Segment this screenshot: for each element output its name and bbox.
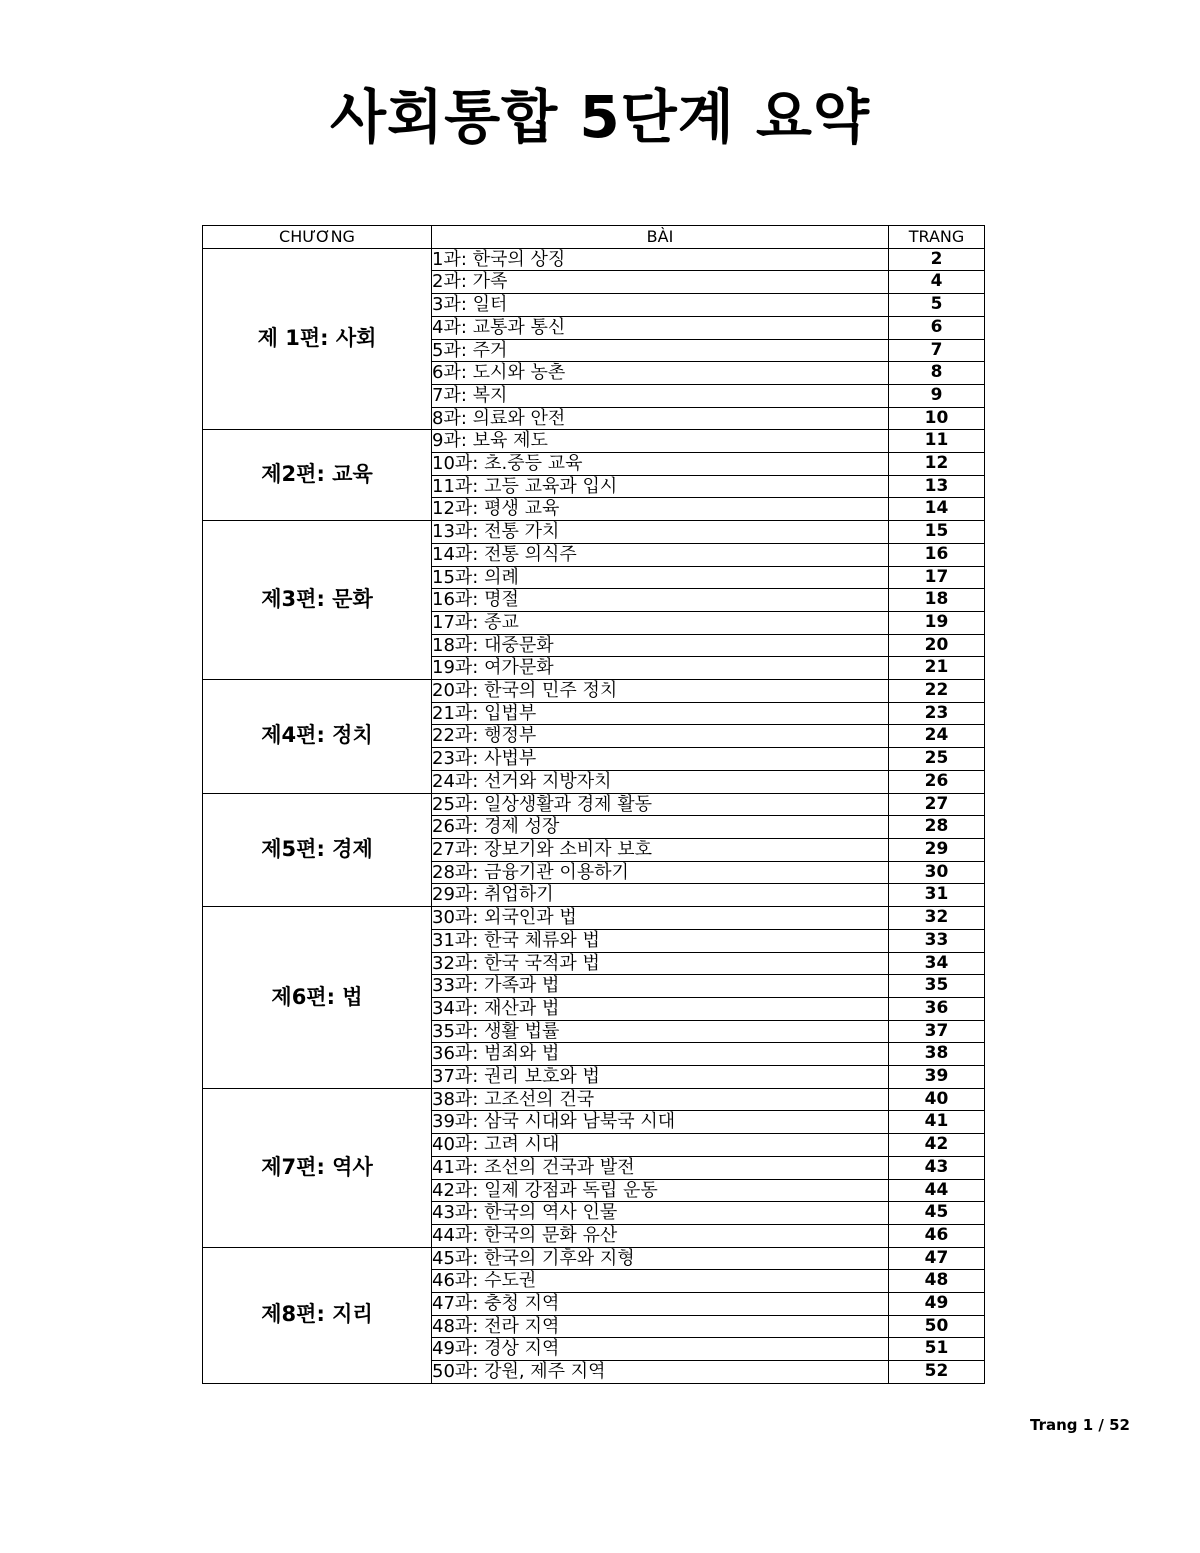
lesson-title: 9과: 보육 제도 <box>432 430 889 453</box>
lesson-title: 5과: 주거 <box>432 339 889 362</box>
lesson-title: 33과: 가족과 법 <box>432 975 889 998</box>
table-row <box>203 680 985 703</box>
lesson-title: 24과: 선거와 지방자치 <box>432 770 889 793</box>
lesson-title: 45과: 한국의 기후와 지형 <box>432 1247 889 1270</box>
lesson-page-number: 16 <box>889 543 985 566</box>
lesson-page-number: 33 <box>889 929 985 952</box>
lesson-page-number: 27 <box>889 793 985 816</box>
lesson-page-number: 18 <box>889 589 985 612</box>
lesson-page-number: 44 <box>889 1179 985 1202</box>
lesson-page-number: 8 <box>889 362 985 385</box>
lesson-page-number: 42 <box>889 1134 985 1157</box>
lesson-title: 18과: 대중문화 <box>432 634 889 657</box>
chapter-name: 제5편: 경제 <box>203 793 432 907</box>
lesson-title: 41과: 조선의 건국과 발전 <box>432 1156 889 1179</box>
lesson-title: 32과: 한국 국적과 법 <box>432 952 889 975</box>
lesson-page-number: 41 <box>889 1111 985 1134</box>
lesson-title: 8과: 의료와 안전 <box>432 407 889 430</box>
lesson-title: 12과: 평생 교육 <box>432 498 889 521</box>
lesson-title: 30과: 외국인과 법 <box>432 907 889 930</box>
lesson-title: 15과: 의례 <box>432 566 889 589</box>
lesson-page-number: 38 <box>889 1043 985 1066</box>
lesson-page-number: 43 <box>889 1156 985 1179</box>
lesson-page-number: 51 <box>889 1338 985 1361</box>
lesson-title: 50과: 강원, 제주 지역 <box>432 1361 889 1384</box>
lesson-title: 17과: 종교 <box>432 611 889 634</box>
table-body <box>203 248 985 1383</box>
lesson-page-number: 28 <box>889 816 985 839</box>
lesson-title: 16과: 명절 <box>432 589 889 612</box>
lesson-page-number: 32 <box>889 907 985 930</box>
lesson-page-number: 14 <box>889 498 985 521</box>
lesson-title: 13과: 전통 가치 <box>432 521 889 544</box>
lesson-page-number: 12 <box>889 453 985 476</box>
lesson-title: 48과: 전라 지역 <box>432 1315 889 1338</box>
lesson-page-number: 4 <box>889 271 985 294</box>
chapter-name: 제7편: 역사 <box>203 1088 432 1247</box>
lesson-page-number: 37 <box>889 1020 985 1043</box>
column-header-page: TRANG <box>889 226 985 249</box>
lesson-title: 42과: 일제 강점과 독립 운동 <box>432 1179 889 1202</box>
lesson-page-number: 30 <box>889 861 985 884</box>
lesson-page-number: 48 <box>889 1270 985 1293</box>
lesson-page-number: 26 <box>889 770 985 793</box>
lesson-title: 10과: 초.중등 교육 <box>432 453 889 476</box>
lesson-page-number: 35 <box>889 975 985 998</box>
lesson-page-number: 36 <box>889 997 985 1020</box>
lesson-title: 49과: 경상 지역 <box>432 1338 889 1361</box>
chapter-name: 제8편: 지리 <box>203 1247 432 1383</box>
lesson-title: 31과: 한국 체류와 법 <box>432 929 889 952</box>
lesson-title: 35과: 생활 법률 <box>432 1020 889 1043</box>
lesson-title: 43과: 한국의 역사 인물 <box>432 1202 889 1225</box>
lesson-page-number: 19 <box>889 611 985 634</box>
table-row <box>203 248 985 271</box>
lesson-title: 26과: 경제 성장 <box>432 816 889 839</box>
lesson-title: 21과: 입법부 <box>432 702 889 725</box>
lesson-title: 44과: 한국의 문화 유산 <box>432 1224 889 1247</box>
lesson-page-number: 17 <box>889 566 985 589</box>
column-header-chapter: CHƯƠNG <box>203 226 432 249</box>
lesson-title: 7과: 복지 <box>432 384 889 407</box>
lesson-title: 23과: 사법부 <box>432 748 889 771</box>
lesson-page-number: 47 <box>889 1247 985 1270</box>
lesson-page-number: 10 <box>889 407 985 430</box>
lesson-page-number: 21 <box>889 657 985 680</box>
lesson-title: 28과: 금융기관 이용하기 <box>432 861 889 884</box>
lesson-title: 4과: 교통과 통신 <box>432 316 889 339</box>
page-number: Trang 1 / 52 <box>1030 1416 1130 1434</box>
table-of-contents <box>202 225 985 1384</box>
lesson-title: 25과: 일상생활과 경제 활동 <box>432 793 889 816</box>
lesson-title: 11과: 고등 교육과 입시 <box>432 475 889 498</box>
lesson-title: 14과: 전통 의식주 <box>432 543 889 566</box>
chapter-name: 제2편: 교육 <box>203 430 432 521</box>
chapter-name: 제 1편: 사회 <box>203 248 432 430</box>
lesson-title: 29과: 취업하기 <box>432 884 889 907</box>
lesson-page-number: 20 <box>889 634 985 657</box>
table-row <box>203 430 985 453</box>
lesson-title: 20과: 한국의 민주 정치 <box>432 680 889 703</box>
lesson-title: 1과: 한국의 상징 <box>432 248 889 271</box>
document-title: 사회통합 5단계 요약 <box>330 83 870 151</box>
lesson-title: 3과: 일터 <box>432 294 889 317</box>
lesson-title: 6과: 도시와 농촌 <box>432 362 889 385</box>
lesson-page-number: 7 <box>889 339 985 362</box>
lesson-page-number: 40 <box>889 1088 985 1111</box>
lesson-page-number: 5 <box>889 294 985 317</box>
lesson-page-number: 52 <box>889 1361 985 1384</box>
lesson-page-number: 24 <box>889 725 985 748</box>
lesson-title: 37과: 권리 보호와 법 <box>432 1066 889 1089</box>
lesson-title: 2과: 가족 <box>432 271 889 294</box>
lesson-page-number: 39 <box>889 1066 985 1089</box>
lesson-title: 47과: 충청 지역 <box>432 1293 889 1316</box>
table-row <box>203 1247 985 1270</box>
lesson-page-number: 2 <box>889 248 985 271</box>
lesson-page-number: 22 <box>889 680 985 703</box>
lesson-page-number: 6 <box>889 316 985 339</box>
lesson-page-number: 34 <box>889 952 985 975</box>
lesson-page-number: 29 <box>889 838 985 861</box>
chapter-name: 제4편: 정치 <box>203 680 432 794</box>
lesson-title: 38과: 고조선의 건국 <box>432 1088 889 1111</box>
lesson-page-number: 45 <box>889 1202 985 1225</box>
lesson-title: 36과: 범죄와 법 <box>432 1043 889 1066</box>
table-row <box>203 907 985 930</box>
lesson-page-number: 50 <box>889 1315 985 1338</box>
lesson-title: 27과: 장보기와 소비자 보호 <box>432 838 889 861</box>
lesson-title: 40과: 고려 시대 <box>432 1134 889 1157</box>
lesson-page-number: 46 <box>889 1224 985 1247</box>
lesson-page-number: 9 <box>889 384 985 407</box>
lesson-page-number: 23 <box>889 702 985 725</box>
lesson-title: 46과: 수도권 <box>432 1270 889 1293</box>
table-row <box>203 793 985 816</box>
chapter-name: 제6편: 법 <box>203 907 432 1089</box>
lesson-page-number: 49 <box>889 1293 985 1316</box>
lesson-title: 39과: 삼국 시대와 남북국 시대 <box>432 1111 889 1134</box>
lesson-page-number: 11 <box>889 430 985 453</box>
table-row <box>203 521 985 544</box>
lesson-title: 34과: 재산과 법 <box>432 997 889 1020</box>
lesson-page-number: 13 <box>889 475 985 498</box>
lesson-title: 22과: 행정부 <box>432 725 889 748</box>
table-header-row <box>203 226 985 249</box>
chapter-name: 제3편: 문화 <box>203 521 432 680</box>
lesson-page-number: 15 <box>889 521 985 544</box>
lesson-title: 19과: 여가문화 <box>432 657 889 680</box>
lesson-page-number: 25 <box>889 748 985 771</box>
column-header-lesson: BÀI <box>432 226 889 249</box>
lesson-page-number: 31 <box>889 884 985 907</box>
table-row <box>203 1088 985 1111</box>
